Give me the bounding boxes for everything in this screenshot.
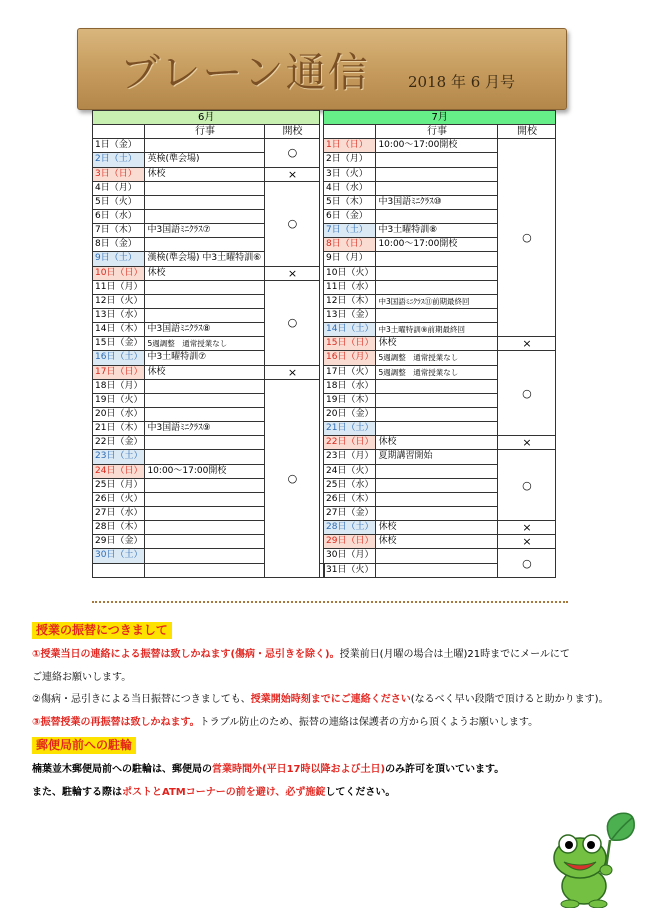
open-status-cell: × — [498, 535, 556, 549]
event-cell — [376, 280, 498, 294]
table-row — [324, 436, 556, 450]
event-cell — [145, 478, 265, 492]
event-cell — [145, 195, 265, 209]
date-cell: 23日（土） — [93, 450, 145, 464]
event-cell: 休校 — [145, 167, 265, 181]
date-cell: 28日（木） — [93, 521, 145, 535]
event-cell — [145, 535, 265, 549]
table-row — [93, 181, 325, 195]
event-cell — [376, 252, 498, 266]
date-cell: 2日（月） — [324, 153, 376, 167]
event-cell — [145, 294, 265, 308]
date-cell: 27日（水） — [93, 506, 145, 520]
table-row — [324, 521, 556, 535]
open-status-cell: ○ — [498, 549, 556, 577]
event-cell — [376, 478, 498, 492]
event-cell: 漢検(準会場) 中3土曜特訓⑥ — [145, 252, 265, 266]
date-cell: 8日（日） — [324, 238, 376, 252]
event-cell: 5週調整 通常授業なし — [376, 365, 498, 379]
date-cell: 21日（木） — [93, 422, 145, 436]
date-cell: 16日（月） — [324, 351, 376, 365]
notice-line-2: ②傷病・忌引きによる当日振替につきましても、授業開始時刻までにご連絡ください(なるべく早い段階で頂けると助かります)。 — [32, 694, 609, 705]
event-cell: 中3土曜特訓⑧ — [376, 224, 498, 238]
date-cell: 13日（金） — [324, 308, 376, 322]
date-cell: 2日（土） — [93, 153, 145, 167]
event-cell — [376, 393, 498, 407]
event-cell — [145, 181, 265, 195]
open-status-cell: × — [498, 436, 556, 450]
date-cell: 12日（木） — [324, 294, 376, 308]
date-cell: 28日（土） — [324, 521, 376, 535]
section-heading-parking: 郵便局前への駐輪 — [32, 737, 136, 754]
table-row — [93, 266, 325, 280]
july-month-header: 7月 — [324, 111, 556, 125]
open-column-header: 開校 — [265, 125, 320, 139]
date-cell: 26日（火） — [93, 492, 145, 506]
table-row — [324, 139, 556, 153]
notice-line-4: 楠葉並木郵便局前への駐輪は、郵便局の営業時間外(平日17時以降および土日)のみ許可を頂いています。 — [32, 764, 505, 775]
date-cell: 15日（日） — [324, 337, 376, 351]
notice-line-1: ①授業当日の連絡による振替は致しかねます(傷病・忌引きを除く)。授業前日(月曜の場合は土曜)21時までにメールにて — [32, 649, 570, 660]
open-status-cell: × — [498, 337, 556, 351]
date-cell: 1日（金） — [93, 139, 145, 153]
event-cell — [145, 436, 265, 450]
date-cell: 6日（水） — [93, 209, 145, 223]
date-cell: 11日（水） — [324, 280, 376, 294]
date-cell: 18日（水） — [324, 379, 376, 393]
table-row — [324, 450, 556, 464]
event-cell — [376, 153, 498, 167]
date-cell: 9日（月） — [324, 252, 376, 266]
section-heading-makeup: 授業の振替につきまして — [32, 622, 172, 639]
date-cell: 27日（金） — [324, 506, 376, 520]
event-cell — [145, 563, 265, 577]
table-row — [93, 365, 325, 379]
date-cell: 26日（木） — [324, 492, 376, 506]
title-banner — [77, 28, 567, 110]
june-month-header: 6月 — [93, 111, 320, 125]
date-cell: 7日（土） — [324, 224, 376, 238]
july-schedule-table — [323, 110, 556, 578]
table-row — [324, 549, 556, 563]
table-row — [324, 535, 556, 549]
open-status-cell: × — [265, 365, 320, 379]
event-cell — [145, 492, 265, 506]
open-column-header: 開校 — [498, 125, 556, 139]
event-cell: 5週調整 通常授業なし — [145, 337, 265, 351]
event-cell — [376, 563, 498, 577]
table-row — [93, 139, 325, 153]
event-cell — [376, 379, 498, 393]
table-row — [324, 337, 556, 351]
event-cell: 中3土曜特訓⑦ — [145, 351, 265, 365]
event-cell — [145, 506, 265, 520]
event-cell — [376, 308, 498, 322]
date-cell: 13日（水） — [93, 308, 145, 322]
event-cell — [376, 506, 498, 520]
notice-line-3: ③振替授業の再振替は致しかねます。トラブル防止のため、振替の連絡は保護者の方から頂くようお願いします。 — [32, 717, 539, 728]
june-schedule-table — [92, 110, 325, 578]
event-column-header: 行事 — [145, 125, 265, 139]
open-status-cell: × — [265, 266, 320, 280]
date-cell: 20日（水） — [93, 407, 145, 421]
date-cell: 14日（土） — [324, 323, 376, 337]
event-cell — [145, 280, 265, 294]
event-cell — [376, 209, 498, 223]
date-cell: 8日（金） — [93, 238, 145, 252]
date-cell: 16日（土） — [93, 351, 145, 365]
newsletter-title: ブレーン通信 — [120, 50, 370, 96]
date-cell: 9日（土） — [93, 252, 145, 266]
date-cell: 22日（日） — [324, 436, 376, 450]
date-cell: 18日（月） — [93, 379, 145, 393]
table-row — [93, 280, 325, 294]
event-cell — [145, 521, 265, 535]
event-cell — [145, 209, 265, 223]
date-cell: 15日（金） — [93, 337, 145, 351]
date-cell: 23日（月） — [324, 450, 376, 464]
date-cell: 7日（木） — [93, 224, 145, 238]
event-cell: 中3土曜特訓⑨前期最終回 — [376, 323, 498, 337]
date-cell: 10日（日） — [93, 266, 145, 280]
event-cell: 中3国語ﾐﾆｸﾗｽ⑨ — [145, 422, 265, 436]
event-cell: 休校 — [376, 337, 498, 351]
event-cell — [145, 308, 265, 322]
event-cell: 5週調整 通常授業なし — [376, 351, 498, 365]
date-cell: 14日（木） — [93, 323, 145, 337]
event-cell: 休校 — [145, 266, 265, 280]
notice-line-5: また、駐輪する際はポストとATMコーナーの前を避け、必ず施錠してください。 — [32, 787, 396, 798]
date-cell: 20日（金） — [324, 407, 376, 421]
event-cell — [145, 450, 265, 464]
date-cell: 29日（日） — [324, 535, 376, 549]
date-cell: 19日（火） — [93, 393, 145, 407]
date-cell: 29日（金） — [93, 535, 145, 549]
event-cell — [145, 393, 265, 407]
date-cell: 17日（火） — [324, 365, 376, 379]
date-cell: 6日（金） — [324, 209, 376, 223]
date-cell: 5日（木） — [324, 195, 376, 209]
date-cell: 30日（土） — [93, 549, 145, 563]
date-cell — [93, 563, 145, 577]
date-cell: 24日（火） — [324, 464, 376, 478]
event-cell — [376, 492, 498, 506]
table-row — [93, 379, 325, 393]
event-cell: 中3国語ﾐﾆｸﾗｽ⑪前期最終回 — [376, 294, 498, 308]
event-cell: 休校 — [376, 436, 498, 450]
event-cell — [376, 181, 498, 195]
dotted-divider — [92, 601, 568, 603]
event-cell: 休校 — [376, 521, 498, 535]
date-cell: 5日（火） — [93, 195, 145, 209]
event-cell — [376, 167, 498, 181]
event-cell — [145, 407, 265, 421]
date-cell: 19日（木） — [324, 393, 376, 407]
event-cell: 中3国語ﾐﾆｸﾗｽ⑩ — [376, 195, 498, 209]
date-cell: 4日（水） — [324, 181, 376, 195]
event-cell — [145, 549, 265, 563]
event-cell — [376, 266, 498, 280]
event-cell — [376, 422, 498, 436]
date-cell: 22日（金） — [93, 436, 145, 450]
open-status-cell: × — [498, 521, 556, 535]
notice-line-1b: ご連絡お願いします。 — [32, 672, 132, 683]
event-cell — [145, 139, 265, 153]
frog-mascot-icon — [540, 808, 640, 908]
event-cell — [376, 464, 498, 478]
open-status-cell: ○ — [265, 379, 320, 577]
event-cell: 夏期講習開始 — [376, 450, 498, 464]
date-cell: 31日（火） — [324, 563, 376, 577]
open-status-cell: × — [265, 167, 320, 181]
date-cell: 1日（日） — [324, 139, 376, 153]
open-status-cell: ○ — [498, 351, 556, 436]
event-cell: 中3国語ﾐﾆｸﾗｽ⑦ — [145, 224, 265, 238]
event-cell: 10:00～17:00開校 — [376, 139, 498, 153]
event-cell — [376, 549, 498, 563]
event-cell: 10:00～17:00開校 — [145, 464, 265, 478]
date-cell: 3日（日） — [93, 167, 145, 181]
open-status-cell: ○ — [498, 139, 556, 337]
open-status-cell: ○ — [265, 280, 320, 365]
event-cell — [145, 238, 265, 252]
table-row — [324, 351, 556, 365]
date-cell: 3日（火） — [324, 167, 376, 181]
event-cell: 英検(準会場) — [145, 153, 265, 167]
event-cell — [376, 407, 498, 421]
issue-label: 2018 年 6 月号 — [408, 73, 516, 91]
date-cell: 4日（月） — [93, 181, 145, 195]
table-row — [93, 167, 325, 181]
date-cell: 30日（月） — [324, 549, 376, 563]
event-cell — [145, 379, 265, 393]
event-cell: 10:00～17:00開校 — [376, 238, 498, 252]
date-cell: 10日（火） — [324, 266, 376, 280]
date-cell: 25日（月） — [93, 478, 145, 492]
open-status-cell: ○ — [265, 181, 320, 266]
event-cell: 中3国語ﾐﾆｸﾗｽ⑧ — [145, 323, 265, 337]
open-status-cell: ○ — [498, 450, 556, 521]
date-cell: 21日（土） — [324, 422, 376, 436]
date-cell: 12日（火） — [93, 294, 145, 308]
event-cell: 休校 — [145, 365, 265, 379]
date-cell: 11日（月） — [93, 280, 145, 294]
event-column-header: 行事 — [376, 125, 498, 139]
open-status-cell: ○ — [265, 139, 320, 167]
event-cell: 休校 — [376, 535, 498, 549]
date-cell: 17日（日） — [93, 365, 145, 379]
date-cell: 25日（水） — [324, 478, 376, 492]
date-cell: 24日（日） — [93, 464, 145, 478]
